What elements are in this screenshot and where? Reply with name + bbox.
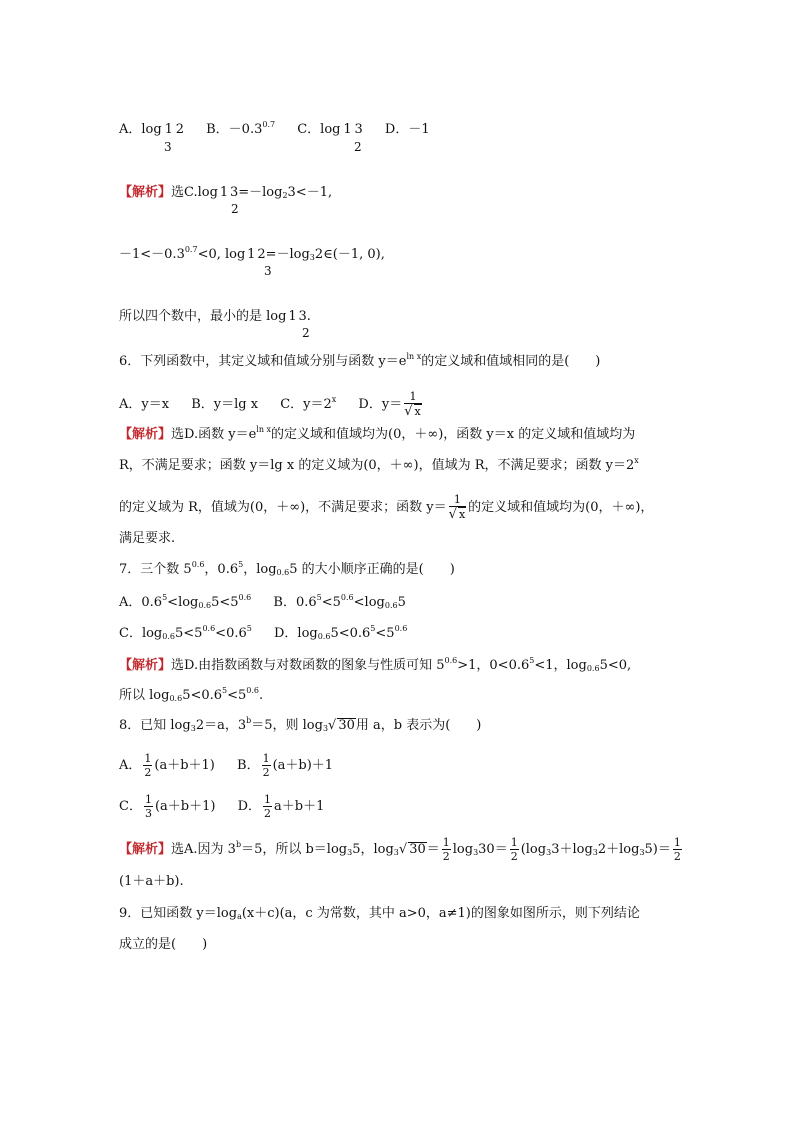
q5-options	[119, 120, 430, 140]
q7-stem: 7．三个数 $5^{0.6}$，$0.6^5$，$\log_{0.6}5$ 的大小顺序正确的是( )	[119, 560, 455, 577]
q8-option-d: D． $\frac{1}{2}$ a＋b＋1	[237, 793, 325, 820]
q7-options-row-2	[119, 624, 407, 644]
q9-stem-line-1: 9．已知函数 $y=\log_a(x+c)(a$，c 为常数，其中 a>0，a≠1)的图象如图所示，则下列结论	[119, 906, 640, 921]
analysis-tag: 【解析】	[119, 842, 172, 857]
q5-answer-line-3: 所以四个数中，最小的是 log 1 3.	[119, 309, 311, 324]
q6-options	[119, 390, 424, 419]
q7-option-d: D．$\log_{0.6}5<0.6^5<5^{0.6}$	[273, 624, 408, 641]
q5-answer-denominator-1: 2	[231, 202, 239, 216]
q6-answer-line-4: 满足要求.	[119, 531, 176, 546]
q5-answer-denominator-2: 3	[264, 264, 272, 278]
q5-option-a-denominator: 3	[164, 140, 172, 154]
q6-stem: 6．下列函数中，其定义域和值域分别与函数 $y=e^{ln x}$的定义域和值域相同的是( )	[119, 352, 601, 369]
q5-answer-denominator-3: 2	[302, 326, 310, 340]
q5-answer-line-2: $-1<-0.3^{0.7}<0$, log 1 $2=-\log_32\in(-1$, 0),	[119, 245, 385, 262]
q5-answer-line-1: 【解析】选C.log 1 $3=-\log_23<-1$,	[119, 185, 333, 200]
q8-answer-line-1: 【解析】选A.因为 $3^b=5$，所以 $b=\log_35$，$\log_3√$ 30＝ $\frac{1}{2}$ $\log_330=$ $\frac{1}{2}$ $(\log_33+\log_32+\log_35)=$ $\frac{1}{2}$	[119, 836, 681, 863]
q9-stem-line-2: 成立的是( )	[119, 937, 208, 952]
q6-option-c: C．$y=2^x$	[280, 395, 337, 412]
q5-option-c: C．log 1 3	[297, 122, 363, 137]
q8-options-row-2	[119, 793, 324, 820]
q7-option-a: A．$0.6^5<\log_{0.6}5<5^{0.6}$	[119, 593, 252, 610]
q8-answer-line-2: (1＋a＋b).	[119, 874, 184, 889]
q7-option-c: C．$\log_{0.6}5<5^{0.6}<0.6^5$	[119, 624, 252, 641]
q6-answer-line-1: 【解析】选D.函数 $y=e^{ln x}$的定义域和值域均为(0，＋∞)，函数 y＝x 的定义域和值域均为	[119, 425, 636, 442]
q7-answer-line-1: 【解析】选D.由指数函数与对数函数的图象与性质可知 $5^{0.6}>1$，$0<0.6^5<1$，$\log_{0.6}5<0$,	[119, 656, 632, 673]
analysis-tag: 【解析】	[119, 185, 172, 200]
q8-option-a: A． $\frac{1}{2}$ (a＋b＋1)	[119, 752, 215, 779]
q6-option-d: D．y＝ $\frac{1}{√ x}$	[358, 390, 421, 419]
q8-option-b: B． $\frac{1}{2}$ (a＋b)＋1	[237, 752, 334, 779]
q7-options-row-1	[119, 593, 406, 613]
q8-option-c: C． $\frac{1}{3}$ (a＋b＋1)	[119, 793, 216, 820]
q5-option-c-denominator: 2	[354, 140, 362, 154]
q5-option-a: A．log 1 2	[119, 122, 184, 137]
analysis-tag: 【解析】	[119, 658, 172, 673]
q6-option-a: A．y＝x	[119, 397, 170, 412]
q6-option-b: B．y＝lg x	[191, 397, 259, 412]
q6-answer-line-3: 的定义域为 R，值域为(0，＋∞)，不满足要求；函数 y＝ $\frac{1}{√ x}$ 的定义域和值域均为(0，＋∞)，	[119, 493, 654, 522]
q7-answer-line-2: 所以 $\log_{0.6}5<0.6^5<5^{0.6}$.	[119, 686, 264, 703]
q5-option-d: D．－1	[384, 122, 430, 137]
q8-stem: 8．已知 $\log_32=a$，$3^b=5$，则 $\log_3√$ 30用 a，b 表示为( )	[119, 716, 482, 733]
analysis-tag: 【解析】	[119, 427, 172, 442]
q6-answer-line-2: R，不满足要求；函数 y＝lg x 的定义域为(0，＋∞)，值域为 R，不满足要求；函数 $y=2^x$	[119, 456, 639, 473]
q5-option-b: B．$-0.3^{0.7}$	[206, 120, 276, 137]
q7-option-b: B．$0.6^5<5^{0.6}<\log_{0.6}5$	[273, 593, 406, 610]
q8-options-row-1	[119, 752, 333, 779]
